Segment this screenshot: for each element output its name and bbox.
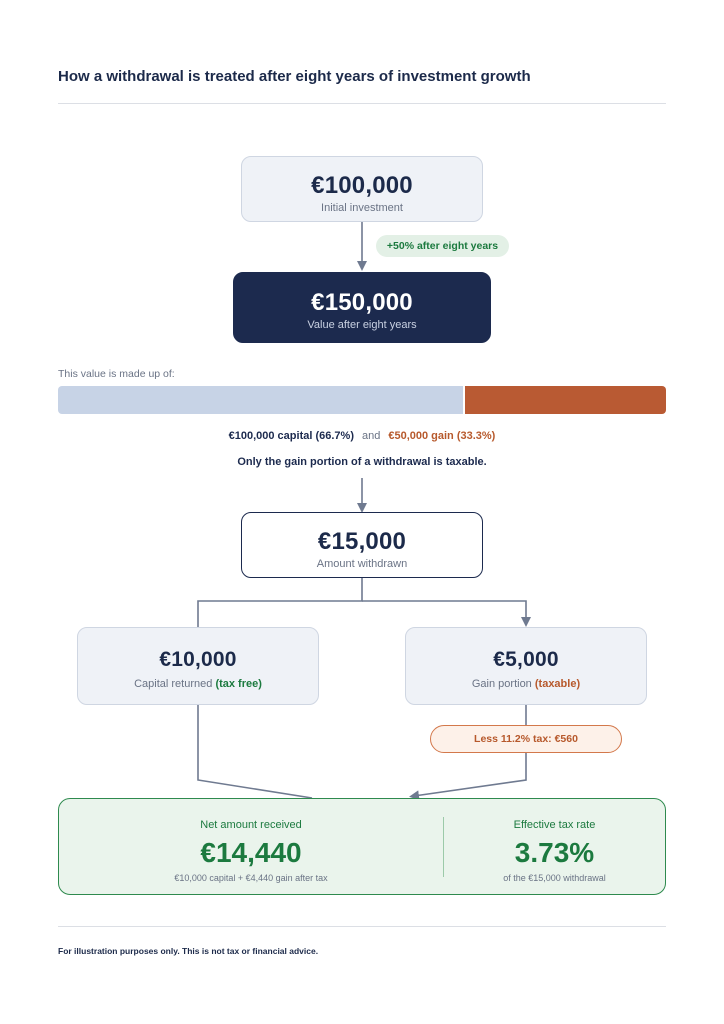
withdrawn-amount: €15,000: [317, 528, 407, 555]
footer-divider: [58, 926, 666, 927]
gain-amount: €5,000: [493, 648, 559, 671]
effective-value: 3.73%: [514, 837, 595, 868]
value-label: Value after eight years: [307, 319, 417, 331]
withdrawn-box: [241, 512, 483, 578]
effective-rate-section: [444, 799, 665, 894]
taxable-tag: (taxable): [534, 678, 581, 690]
net-value: €14,440: [200, 837, 302, 868]
initial-label: Initial investment: [321, 202, 403, 214]
composition-legend: [0, 430, 724, 442]
page-title: How a withdrawal is treated after eight years of investment growth: [58, 68, 531, 85]
capital-label: Capital returned: [134, 678, 213, 690]
value-box: [233, 272, 491, 343]
arrow-withdrawn-to-gain: [362, 601, 526, 622]
capital-segment: [58, 386, 463, 414]
capital-amount: €10,000: [159, 648, 237, 671]
effective-label: Effective tax rate: [513, 819, 596, 831]
value-amount: €150,000: [311, 289, 413, 316]
net-label: Net amount received: [200, 819, 302, 831]
growth-badge: +50% after eight years: [376, 235, 509, 257]
initial-amount: €100,000: [311, 172, 413, 199]
composition-bar: [58, 386, 666, 414]
gain-portion-box: [405, 627, 647, 705]
footer-disclaimer: For illustration purposes only. This is not tax or financial advice.: [58, 946, 319, 956]
gain-label: Gain portion: [471, 678, 532, 690]
capital-legend: €100,000 capital (66.7%): [228, 430, 354, 442]
gain-legend: €50,000 gain (33.3%): [388, 430, 496, 442]
net-amount-section: [59, 799, 443, 894]
legend-and: and: [361, 430, 381, 442]
line-withdrawn-to-capital: [198, 578, 362, 627]
gain-segment: [465, 386, 666, 414]
arrow-tax-to-result: [414, 753, 526, 796]
made-up-label: This value is made up of:: [58, 368, 175, 380]
capital-caption: [78, 678, 318, 690]
withdrawn-label: Amount withdrawn: [316, 558, 408, 570]
initial-investment-box: [241, 156, 483, 222]
capital-returned-box: [77, 627, 319, 705]
result-panel: [58, 798, 666, 895]
taxable-note: Only the gain portion of a withdrawal is taxable.: [237, 456, 487, 468]
tax-deduction-badge: Less 11.2% tax: €560: [430, 725, 622, 753]
effective-sub: of the €15,000 withdrawal: [503, 873, 606, 883]
line-capital-to-result: [198, 705, 312, 798]
tax-free-tag: (tax free): [215, 678, 262, 690]
gain-caption: [406, 678, 646, 690]
net-sub: €10,000 capital + €4,440 gain after tax: [174, 873, 328, 883]
